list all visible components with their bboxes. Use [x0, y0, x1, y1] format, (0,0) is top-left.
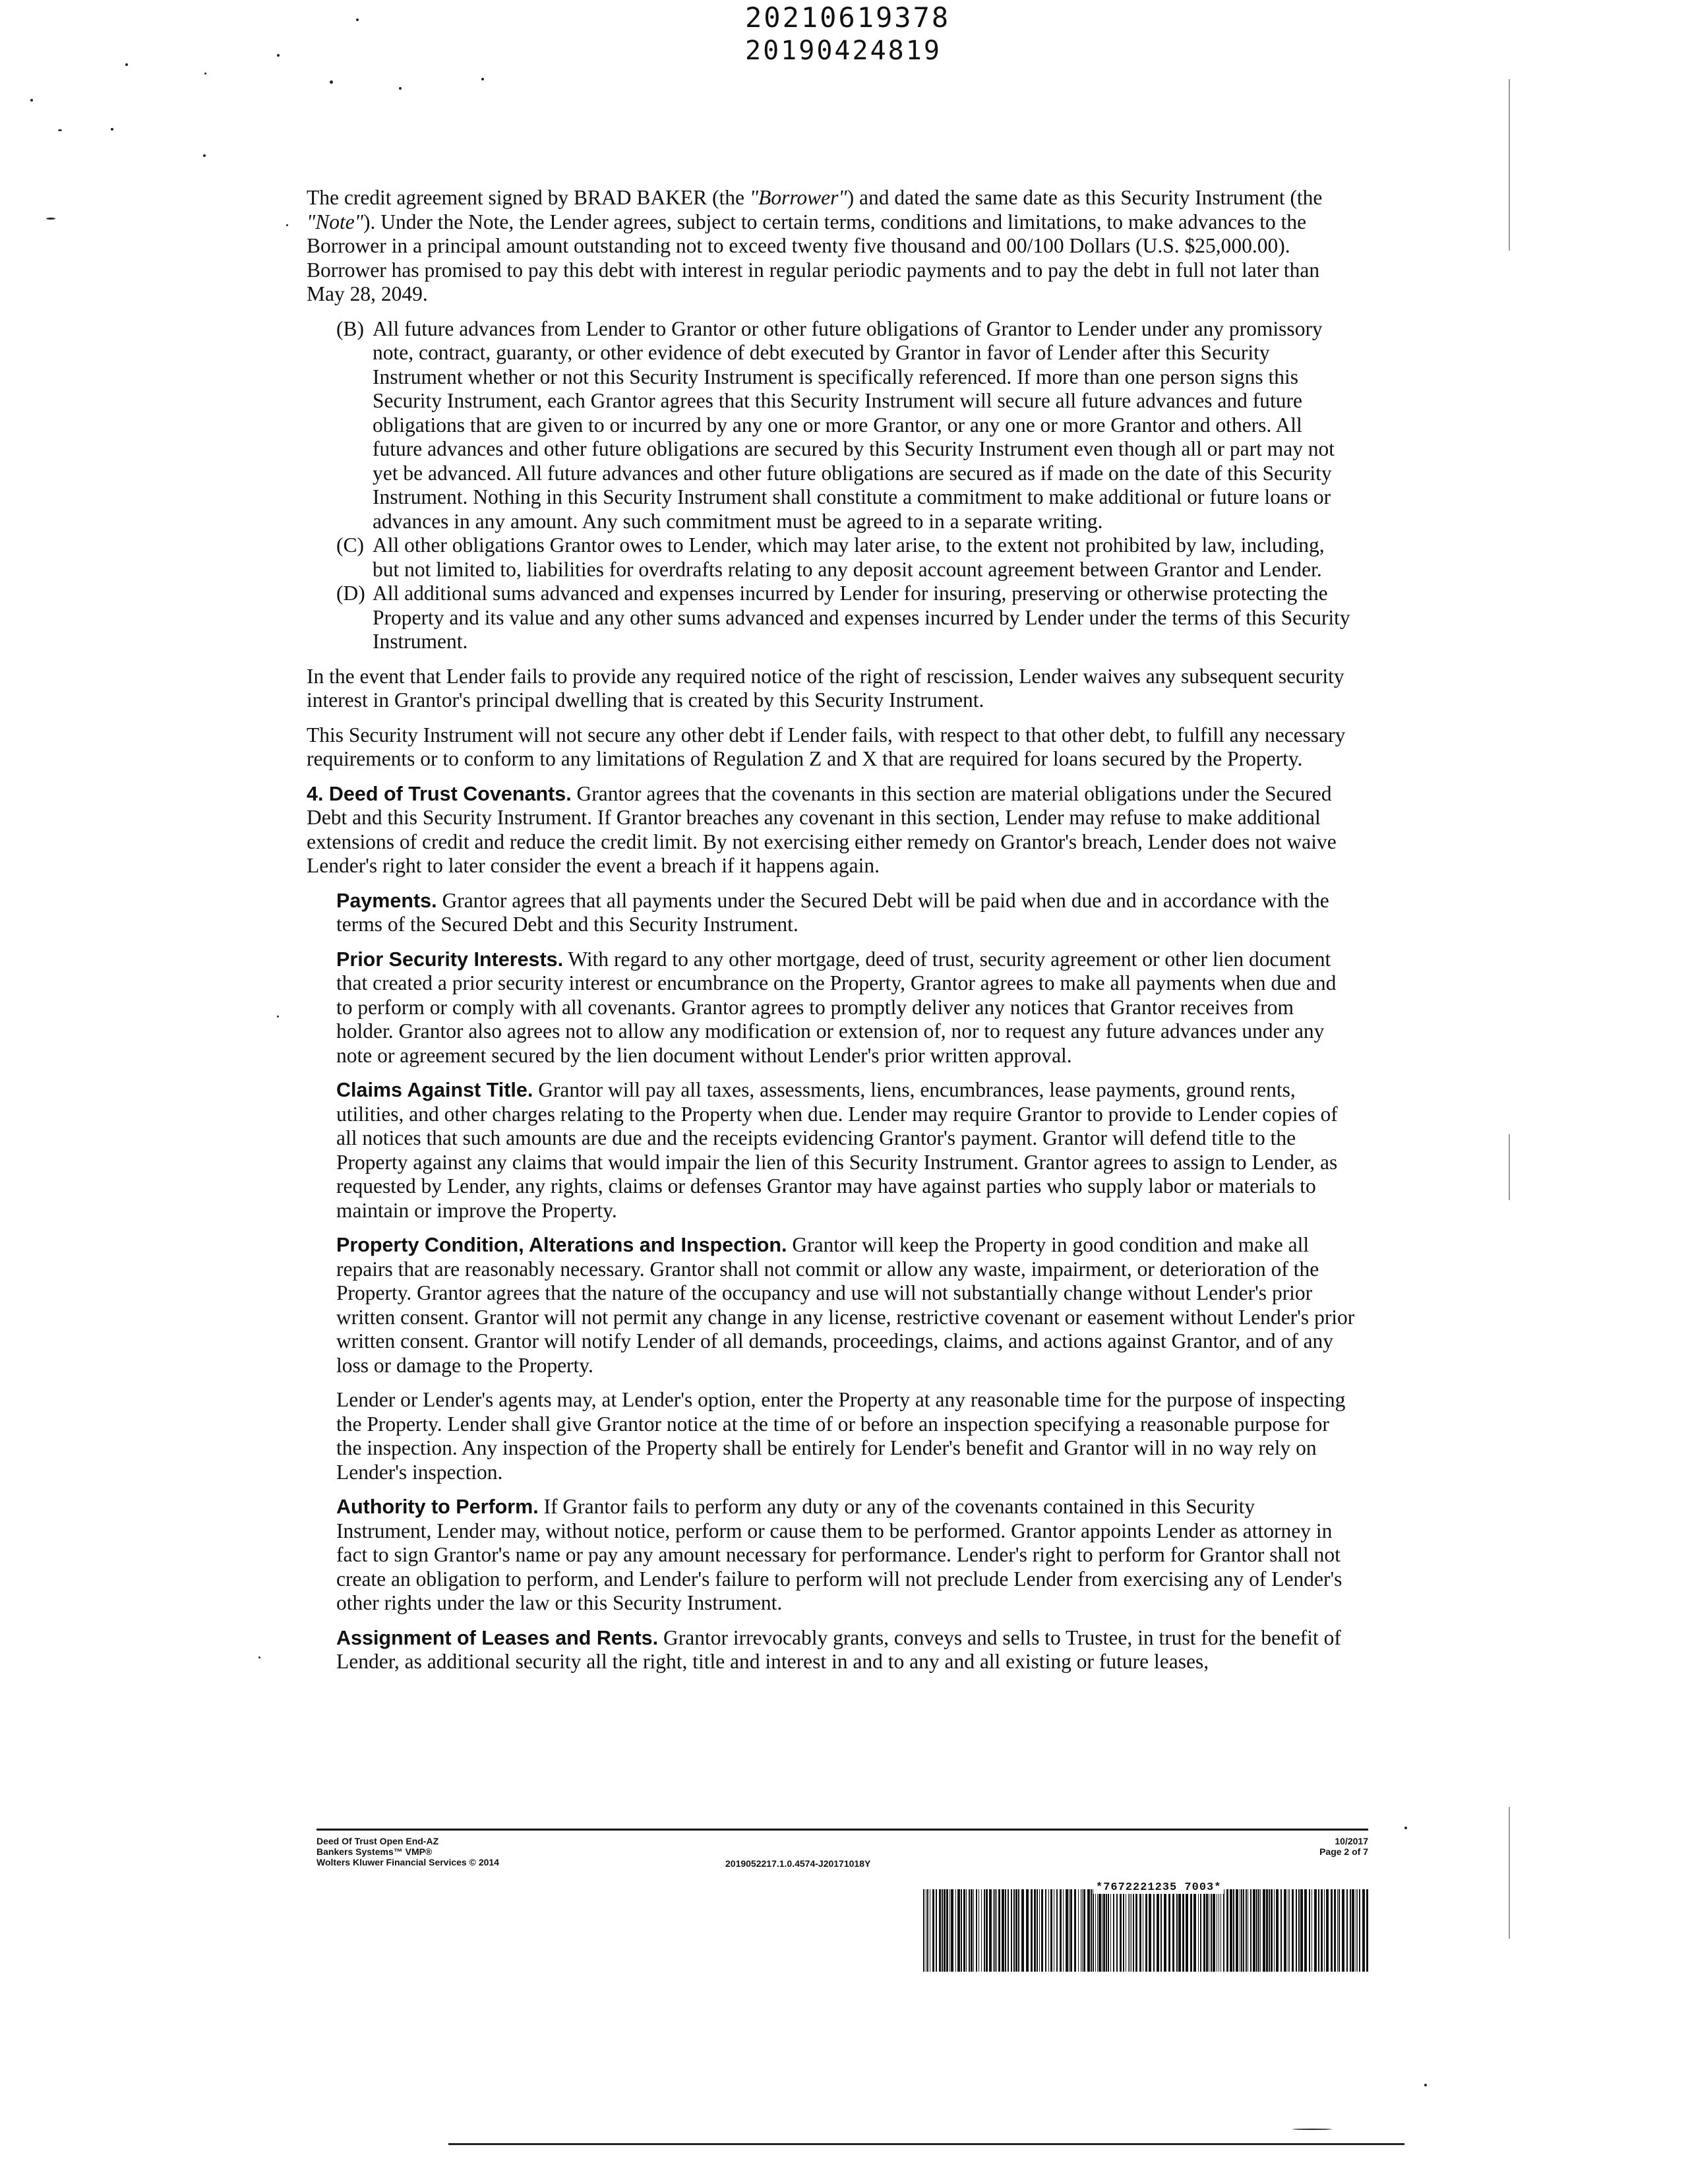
- footer-form-info: Deed Of Trust Open End-AZ Bankers Systems™ VMP® Wolters Kluwer Financial Services © 2014: [316, 1836, 499, 1867]
- payments-heading: Payments.: [336, 889, 437, 912]
- authority-to-perform-paragraph: Authority to Perform. If Grantor fails to perform any duty or any of the covenants contained in this Security Instrument, Lender may, without notice, perform or cause them to be performed. Grantor appoints Lender as attorney in fact to sign Grantor's name or pay any amount necessary for performance. Lender's right to perform for Grantor shall not create an obligation to perform, and Lender's failure to perform will not preclude Lender from exercising any of Lender's other rights under the law or this Security Instrument.: [336, 1495, 1342, 1614]
- section-4-covenants: 4. Deed of Trust Covenants. Grantor agrees that the covenants in this section are material obligations under the Secured Debt and this Security Instrument. If Grantor breaches any covenant in this section, Lender may refuse to make additional extensions of credit and reduce the credit limit. By not exercising either remedy on Grantor's breach, Lender does not waive Lender's right to later consider the event a breach if it happens again.: [307, 781, 1337, 877]
- prior-security-heading: Prior Security Interests.: [336, 948, 564, 971]
- inspection-paragraph: Lender or Lender's agents may, at Lender's option, enter the Property at any reasonable time for the purpose of inspecting the Property. Lender shall give Grantor notice at the time of or before an inspection specifying a reasonable purpose for the inspection. Any inspection of the Property shall be entirely for Lender's benefit and Grantor will in no way rely on Lender's inspection.: [336, 1388, 1346, 1484]
- document-body: [307, 186, 1355, 1685]
- bottom-rule: [448, 2143, 1404, 2145]
- section-4-heading: 4. Deed of Trust Covenants.: [307, 782, 572, 805]
- footer-page-info: 10/2017 Page 2 of 7: [1319, 1836, 1368, 1857]
- claims-against-title-paragraph: Claims Against Title. Grantor will pay all taxes, assessments, liens, encumbrances, lease payments, ground rents, utilities, and other charges relating to the Property when due. Lender may require Grantor to provide to Lender copies of all notices that such amounts are due and the receipts evidencing Grantor's payment. Grantor will defend title to the Property against any claims that would impair the lien of this Security Instrument. Grantor agrees to assign to Lender, as requested by Lender, any rights, claims or defenses Grantor may have against parties who supply labor or materials to maintain or improve the Property.: [336, 1078, 1338, 1222]
- prior-security-paragraph: Prior Security Interests. With regard to any other mortgage, deed of trust, security agreement or other lien document that created a prior security interest or encumbrance on the Property, Grantor agrees to make all payments when due and to perform or comply with all covenants. Grantor agrees to promptly deliver any notices that Grantor receives from holder. Grantor also agrees not to allow any modification or extension of, nor to request any future advances under any note or agreement secured by the lien document without Lender's prior written approval.: [336, 947, 1337, 1067]
- secured-debt-item-b: (B) All future advances from Lender to Grantor or other future obligations of Grantor to Lender under any promissory note, contract, guaranty, or other evidence of debt executed by Grantor in favor of Lender after this Security Instrument whether or not this Security Instrument is specifically referenced. If more than one person signs this Security Instrument, each Grantor agrees that this Security Instrument will secure all future advances and future obligations that are given to or incurred by any one or more Grantor, or any one or more Grantor and others. All future advances and other future obligations are secured by this Security Instrument even though all or part may not yet be advanced. All future advances and other future obligations are secured as if made on the date of this Security Instrument. Nothing in this Security Instrument shall constitute a commitment to make additional or future loans or advances in any amount. Any such commitment must be agreed to in a separate writing.: [336, 317, 1335, 533]
- page-footer: [316, 1829, 1368, 1894]
- note-paragraph: The credit agreement signed by BRAD BAKER (the "Borrower") and dated the same date as this Security Instrument (the "Note"). Under the Note, the Lender agrees, subject to certain terms, conditions and limitations, to make advances to the Borrower in a principal amount outstanding not to exceed twenty five thousand and 00/100 Dollars (U.S. $25,000.00). Borrower has promised to pay this debt with interest in regular periodic payments and to pay the debt in full not later than May 28, 2049.: [307, 186, 1323, 305]
- footer-doc-code: 2019052217.1.0.4574-J20171018Y: [725, 1858, 871, 1869]
- secured-debt-item-c: (C) All other obligations Grantor owes to Lender, which may later arise, to the extent not prohibited by law, including, but not limited to, liabilities for overdrafts relating to any deposit account agreement between Grantor and Lender.: [336, 533, 1325, 581]
- assignment-of-leases-heading: Assignment of Leases and Rents.: [336, 1626, 659, 1649]
- authority-to-perform-heading: Authority to Perform.: [336, 1496, 539, 1518]
- property-condition-heading: Property Condition, Alterations and Inspection.: [336, 1234, 787, 1256]
- assignment-of-leases-paragraph: Assignment of Leases and Rents. Grantor irrevocably grants, conveys and sells to Trustee, in trust for the benefit of Lender, as additional security all the right, title and interest in and to any and all existing or future leases,: [336, 1625, 1341, 1673]
- recording-number-secondary: 20190424819: [745, 36, 942, 66]
- regulation-z-paragraph: This Security Instrument will not secure any other debt if Lender fails, with respect to that other debt, to fulfill any necessary requirements or to conform to any limitations of Regulation Z and X that are required for loans secured by the Property.: [307, 723, 1346, 770]
- recording-number-primary: 20210619378: [745, 1, 951, 34]
- rescission-paragraph: In the event that Lender fails to provide any required notice of the right of rescission, Lender waives any subsequent security interest in Grantor's principal dwelling that is created by this Security Instrument.: [307, 664, 1344, 712]
- secured-debt-item-d: (D) All additional sums advanced and expenses incurred by Lender for insuring, preserving or otherwise protecting the Property and its value and any other sums advanced and expenses incurred by Lender under the terms of this Security Instrument.: [336, 582, 1350, 653]
- payments-paragraph: Payments. Grantor agrees that all payments under the Secured Debt will be paid when due and in accordance with the terms of the Secured Debt and this Security Instrument.: [336, 888, 1329, 936]
- footer-rule: [316, 1829, 1368, 1831]
- property-condition-paragraph: Property Condition, Alterations and Inspection. Grantor will keep the Property in good condition and make all repairs that are reasonably necessary. Grantor shall not commit or allow any waste, impairment, or deterioration of the Property. Grantor agrees that the nature of the occupancy and use will not substantially change without Lender's prior written consent. Grantor will not permit any change in any license, restrictive covenant or easement without Lender's prior written consent. Grantor will notify Lender of all demands, proceedings, claims, and actions against Grantor, and of any loss or damage to the Property.: [336, 1233, 1355, 1377]
- claims-against-title-heading: Claims Against Title.: [336, 1079, 533, 1101]
- barcode: [923, 1889, 1368, 1972]
- barcode-number: *7672221235 7003*: [1093, 1881, 1224, 1894]
